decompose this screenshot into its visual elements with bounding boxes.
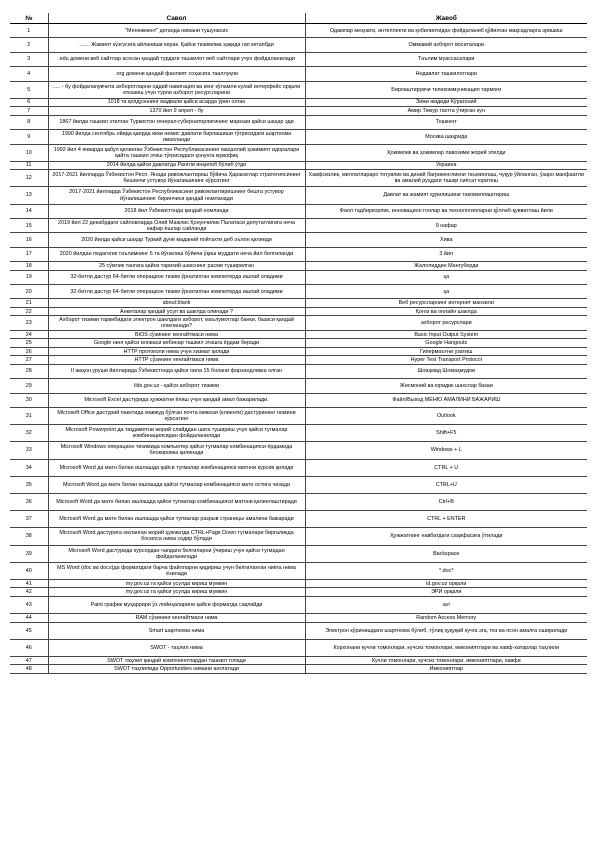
table-row	[10, 442, 587, 459]
row-number: 36	[10, 493, 48, 510]
question-cell: 1370 йил 9 апрел - бу	[48, 107, 305, 116]
row-number: 10	[10, 144, 48, 161]
answer-cell: Random Access Memory	[305, 614, 587, 623]
answer-cell: Тошкент	[305, 115, 587, 129]
answer-cell: ҳа	[305, 270, 587, 284]
row-number: 12	[10, 170, 48, 187]
question-cell: about:blank	[48, 299, 305, 308]
question-cell: 32-битли дастур 64-битли операцион тизим ўрнатилган компютерда ишлай оладими	[48, 285, 305, 299]
question-cell: 32-битли дастур 64-битли операцион тизим ўрнатилган компютерда ишлай оладими	[48, 270, 305, 284]
answer-cell: Жалолиддин Мангуберди	[305, 262, 587, 271]
table-row	[10, 81, 587, 98]
table-row	[10, 476, 587, 493]
row-number: 18	[10, 262, 48, 271]
table-row	[10, 622, 587, 639]
answer-cell: Ҳужжатнинг навбатдаги саҳифасига ўтилади	[305, 528, 587, 545]
question-cell: "Менежмент" деганда нимани тушунасиз	[48, 24, 305, 38]
row-number: 28	[10, 364, 48, 378]
table-row	[10, 161, 587, 170]
answer-cell: Электрон кўринишдаги шартнома бўлиб, тўлиқ ҳуқуқий кучга эга, тез ва осон амалга оширилади	[305, 622, 587, 639]
question-cell: Microsoft Word да матн билан ишлашда қайси тугмалар комбинацияси матнни қалинлаштиради	[48, 493, 305, 510]
answer-cell: Қоғоз ва онлайн шаклда	[305, 307, 587, 316]
answer-cell: Ҳокимлик ва ҳокимлар лавозими жорий этилди	[305, 144, 587, 161]
table-row	[10, 511, 587, 528]
table-row	[10, 204, 587, 218]
question-cell: HTTP сўзининг кенгайтмаси нима	[48, 356, 305, 365]
question-cell: HTTP протоколи нима учун хизмат қилади	[48, 347, 305, 356]
answer-cell: Фаол тадбиркорлик, инновацион ғоялар ва технологияларни қўллаб-қувватлаш йили	[305, 204, 587, 218]
answer-cell: Файл/Выход МЕНЮ АМАЛИНИ БАЖАРИШ	[305, 393, 587, 407]
table-row	[10, 339, 587, 348]
table-row	[10, 408, 587, 425]
question-cell: Microsoft Word дастурига юкланган жорий ҳужжатда CTRL+Page Down тугмалари биргаликда босилса нима содир бўлади	[48, 528, 305, 545]
question-cell: 2020 йилдан педагогик таълимнинг 6 та йўналиш бўйича ўқиш муддати неча йил белгиланди	[48, 247, 305, 261]
question-cell: 2014 йилда қайси давлатда Рангли инқилоб бўлиб ўтди	[48, 161, 305, 170]
row-number: 27	[10, 356, 48, 365]
answer-cell: Имкониятлар	[305, 665, 587, 674]
row-number: 9	[10, 130, 48, 144]
question-cell: 2018 йил Ўзбекистонда қандай номланди	[48, 204, 305, 218]
table-row	[10, 596, 587, 613]
question-cell: Microsoft Office дастурий пакетида мавжуд бўлган почта мижози (клиенти) дастурининг номини кўрсатинг	[48, 408, 305, 425]
row-number: 25	[10, 339, 48, 348]
answer-cell: Хавфсизлик, миллатлараро тотувлик ва диний бағрикенгликни таъминлаш, чуқур ўйланган, ўзаро манфаатли ва амалий руҳдаги ташқи сиёсат юритиш	[305, 170, 587, 187]
answer-cell: Shift+F5	[305, 425, 587, 442]
row-number: 40	[10, 562, 48, 579]
table-row	[10, 24, 587, 38]
header-number: №	[10, 13, 48, 24]
row-number: 3	[10, 52, 48, 66]
table-row	[10, 316, 587, 330]
answer-cell: Backspace	[305, 545, 587, 562]
row-number: 21	[10, 299, 48, 308]
question-cell: Google нинг қайси иловаси вебинар ташкил этишга ёрдам беради	[48, 339, 305, 348]
table-header-row	[10, 13, 587, 24]
answer-cell: Basic Input Output System	[305, 330, 587, 339]
header-question: Савол	[48, 13, 305, 24]
answer-cell: 9 нафар	[305, 218, 587, 232]
row-number: 23	[10, 316, 48, 330]
answer-cell: ЭРИ орқали	[305, 588, 587, 597]
answer-cell: Нодавлат ташкилотлари	[305, 67, 587, 81]
row-number: 22	[10, 307, 48, 316]
table-row	[10, 285, 587, 299]
question-cell: 1018 та қолдуэннинг мадвали қайси асарда ўрин олган	[48, 98, 305, 107]
table-row	[10, 52, 587, 66]
table-row	[10, 579, 587, 588]
header-answer: Жавоб	[305, 13, 587, 24]
question-cell: SWOT таҳлил қандай компонентлардан ташкил топади	[48, 656, 305, 665]
answer-cell: Гипермаътни узатиш	[305, 347, 587, 356]
row-number: 29	[10, 379, 48, 393]
table-row	[10, 115, 587, 129]
question-cell: Ахборот тизими таркибидаги электрон шаклдаги ахборот, маълумотлар банки, базаси қандай номланади?	[48, 316, 305, 330]
table-row	[10, 347, 587, 356]
answer-cell: Бирлаштирувчи телекоммуникация тармоғи	[305, 81, 587, 98]
table-row	[10, 187, 587, 204]
table-row	[10, 67, 587, 81]
row-number: 38	[10, 528, 48, 545]
row-number: 34	[10, 459, 48, 476]
answer-cell: Давлат ва жамият қурилишини такомиллаштириш	[305, 187, 587, 204]
row-number: 26	[10, 347, 48, 356]
row-number: 43	[10, 596, 48, 613]
answer-cell: CTRL + U	[305, 459, 587, 476]
row-number: 47	[10, 656, 48, 665]
question-cell: 25 сўмлик тангага қайси тарихий шахснинг расми туширилган	[48, 262, 305, 271]
question-cell: Microsoft Word да матн билан ишлашда қайси тугмалар разрыв страницы амалини бажаради	[48, 511, 305, 528]
question-cell: ....... Жамият кўзгусига айланиши керак. Қайси тизимлма ҳақида гап кетаябди	[48, 38, 305, 52]
table-row	[10, 562, 587, 579]
question-cell: 2017-2021 йилларда Ўзбекистон Респ. Янада ривожлантириш бўйича Ҳаракатлар стратегиясининг бешинчи устувор йўналишининг кўрсатинг	[48, 170, 305, 187]
question-cell: ilds.gov.uz - қайси ахборот тизими	[48, 379, 305, 393]
question-cell: my.gov.uz га қайси усулда кириш мумкин	[48, 579, 305, 588]
row-number: 33	[10, 442, 48, 459]
answer-cell: Украина	[305, 161, 587, 170]
table-body	[10, 24, 587, 674]
question-cell: 1990 йилда сентябрь ойида қаерда икки немис давлати бирлашиши тўғрисидаги шартнома имзоланди	[48, 130, 305, 144]
table-row	[10, 614, 587, 623]
table-row	[10, 364, 587, 378]
row-number: 1	[10, 24, 48, 38]
row-number: 30	[10, 393, 48, 407]
row-number: 41	[10, 579, 48, 588]
answer-cell: Оммавий ахборот воситалари	[305, 38, 587, 52]
question-cell: Paint график муҳаррири ўз лойиҳаларини қайси форматда сақлайди	[48, 596, 305, 613]
answer-cell: Шоаҳмад Шомаҳмудов	[305, 364, 587, 378]
question-cell: 2020 йилда қайси шаҳар Туркий дунё маданий пойтахти деб эълон қилинди	[48, 233, 305, 247]
table-row	[10, 330, 587, 339]
answer-cell: Жисмоний ва юридик шахслар базаи	[305, 379, 587, 393]
answer-cell: Google Hangouts	[305, 339, 587, 348]
question-cell: Microsoft Word дастурида курсордан чапдаги белгиларни ўчириш учун қайси тугмадан фойдаланилади	[48, 545, 305, 562]
answer-cell: Хива	[305, 233, 587, 247]
table-row	[10, 247, 587, 261]
table-row	[10, 299, 587, 308]
row-number: 15	[10, 218, 48, 232]
table-row	[10, 98, 587, 107]
row-number: 14	[10, 204, 48, 218]
row-number: 35	[10, 476, 48, 493]
row-number: 7	[10, 107, 48, 116]
answer-cell: Амир Темур таxтга ўтирган кун	[305, 107, 587, 116]
question-cell: .edu домени веб сайтлар асосан қандай турдаги ташкилот веб сайтлари учун фойдаланилади	[48, 52, 305, 66]
row-number: 20	[10, 285, 48, 299]
row-number: 8	[10, 115, 48, 129]
table-row	[10, 639, 587, 656]
row-number: 19	[10, 270, 48, 284]
table-row	[10, 270, 587, 284]
answer-cell: Windows + L	[305, 442, 587, 459]
answer-cell: Корхонани кучли томонлари, кучсиз томонлари, имкониятлари ва хавф-хатарлар таҳлили	[305, 639, 587, 656]
table-row	[10, 144, 587, 161]
question-cell: Анкеталар қандай усул ва шаклда олинади ?	[48, 307, 305, 316]
table-row	[10, 588, 587, 597]
answer-cell: *.doc*	[305, 562, 587, 579]
answer-cell: Москва шаҳрида	[305, 130, 587, 144]
question-cell: .org домени қандай фаолият соҳасига тааллуқли	[48, 67, 305, 81]
row-number: 31	[10, 408, 48, 425]
answer-cell: Hyper Text Transport Protocol	[305, 356, 587, 365]
question-cell: Microsoft Windows операцион тизимида компьютер қайси тугмалар комбинацияси ёрдамида блокировка қилинади	[48, 442, 305, 459]
row-number: 44	[10, 614, 48, 623]
question-cell: 1867 йилда ташкил этилган Туркистон генерал-губернаторлигининг маркази қайси шаҳар эди	[48, 115, 305, 129]
table-row	[10, 38, 587, 52]
table-row	[10, 307, 587, 316]
row-number: 17	[10, 247, 48, 261]
answer-cell: CTRL+U	[305, 476, 587, 493]
table-row	[10, 493, 587, 510]
question-cell: Microsoft Word да матн билан ишлашда қайси тугмалар комбинацияси матн остига чизади	[48, 476, 305, 493]
row-number: 5	[10, 81, 48, 98]
row-number: 46	[10, 639, 48, 656]
answer-cell: avi	[305, 596, 587, 613]
row-number: 2	[10, 38, 48, 52]
question-cell: BIOS сўзининг кенгайтмаси нима	[48, 330, 305, 339]
answer-cell: CTRL + ENTER	[305, 511, 587, 528]
answer-cell: Таълим муассасалари	[305, 52, 587, 66]
question-cell: Microsoft Excel дастурида ҳужжатни ёпиш учун қандай амал бажарилади.	[48, 393, 305, 407]
table-row	[10, 656, 587, 665]
table-row	[10, 130, 587, 144]
answer-cell: Ctrl+B	[305, 493, 587, 510]
qa-table	[10, 13, 587, 674]
table-row	[10, 545, 587, 562]
question-cell: Smart шартнома нима	[48, 622, 305, 639]
table-row	[10, 425, 587, 442]
table-row	[10, 262, 587, 271]
question-cell: 1992 йил 4 январда қабул қилинган Ўзбекистон Республикасининг маҳаллий ҳокимият идоралари қайта ташкил этиш тўғрисидаги қонунга мувофиқ	[48, 144, 305, 161]
row-number: 48	[10, 665, 48, 674]
question-cell: Microsoft Word да матн билан ишлашда қайси тугмалар комбинацияси матнни курсив қилади	[48, 459, 305, 476]
row-number: 45	[10, 622, 48, 639]
answer-cell: Зижи жадиди Кўрагоний	[305, 98, 587, 107]
table-row	[10, 665, 587, 674]
question-cell: Microsoft Powerpoint да тақдимотни жорий слайддан шига тушириш учун қайси тугмалар комбинациясидан фойдаланилади	[48, 425, 305, 442]
answer-cell: Outlook	[305, 408, 587, 425]
table-row	[10, 459, 587, 476]
row-number: 13	[10, 187, 48, 204]
table-row	[10, 107, 587, 116]
row-number: 42	[10, 588, 48, 597]
table-row	[10, 528, 587, 545]
answer-cell: Веб ресурсларнинг интернет манзили	[305, 299, 587, 308]
row-number: 24	[10, 330, 48, 339]
table-row	[10, 170, 587, 187]
row-number: 11	[10, 161, 48, 170]
row-number: 39	[10, 545, 48, 562]
question-cell: ..... - бу фойдаланувчита ахборотларни оддий навигация ва кенг кўламли кулай интерфейс орқали етказиш учун турли ахборот ресурсларини	[48, 81, 305, 98]
row-number: 37	[10, 511, 48, 528]
table-row	[10, 356, 587, 365]
table-row	[10, 233, 587, 247]
answer-cell: Одамлар меҳнати, интеллекти ва қобилиятидан фойдаланиб қўйилган мақсадларга эришиш	[305, 24, 587, 38]
row-number: 16	[10, 233, 48, 247]
question-cell: 2017-2021 йилларда Ўзбекистон Республикасини ривожлантиришнинг бешта устувор йўналишининг биринчиси қандай номланади	[48, 187, 305, 204]
question-cell: MS Word (doc ва docx)да форматдаги барча файлларни қидириш учун белгиланган ниёга нима ёзилади	[48, 562, 305, 579]
question-cell: SWOT - таҳлил нима	[48, 639, 305, 656]
question-cell: 2019 йил 22 декабрдаги сайловларда Олий Мажлис Қонунчилик Палатаси депутатлигига неча нафар ёшлар сайланди	[48, 218, 305, 232]
answer-cell: id.gov.uz орқали	[305, 579, 587, 588]
table-row	[10, 393, 587, 407]
question-cell: my.gov.uz га қайси усулда кириш мумкин	[48, 588, 305, 597]
row-number: 6	[10, 98, 48, 107]
question-cell: RAM сўзининг кенгайтмаси нима	[48, 614, 305, 623]
question-cell: II жаҳон уруши йилларида Ўзбекистонда қайси оила 15 болани фарзандликка олган	[48, 364, 305, 378]
table-row	[10, 379, 587, 393]
answer-cell: Кучли томонлари, кучсиз томонлари, имкониятлари, хавфи	[305, 656, 587, 665]
question-cell: SWOT таҳлилида Opportunities нимани англатади	[48, 665, 305, 674]
answer-cell: ахборот ресурслари	[305, 316, 587, 330]
row-number: 32	[10, 425, 48, 442]
answer-cell: 3 йил	[305, 247, 587, 261]
answer-cell: ҳа	[305, 285, 587, 299]
row-number: 4	[10, 67, 48, 81]
table-row	[10, 218, 587, 232]
